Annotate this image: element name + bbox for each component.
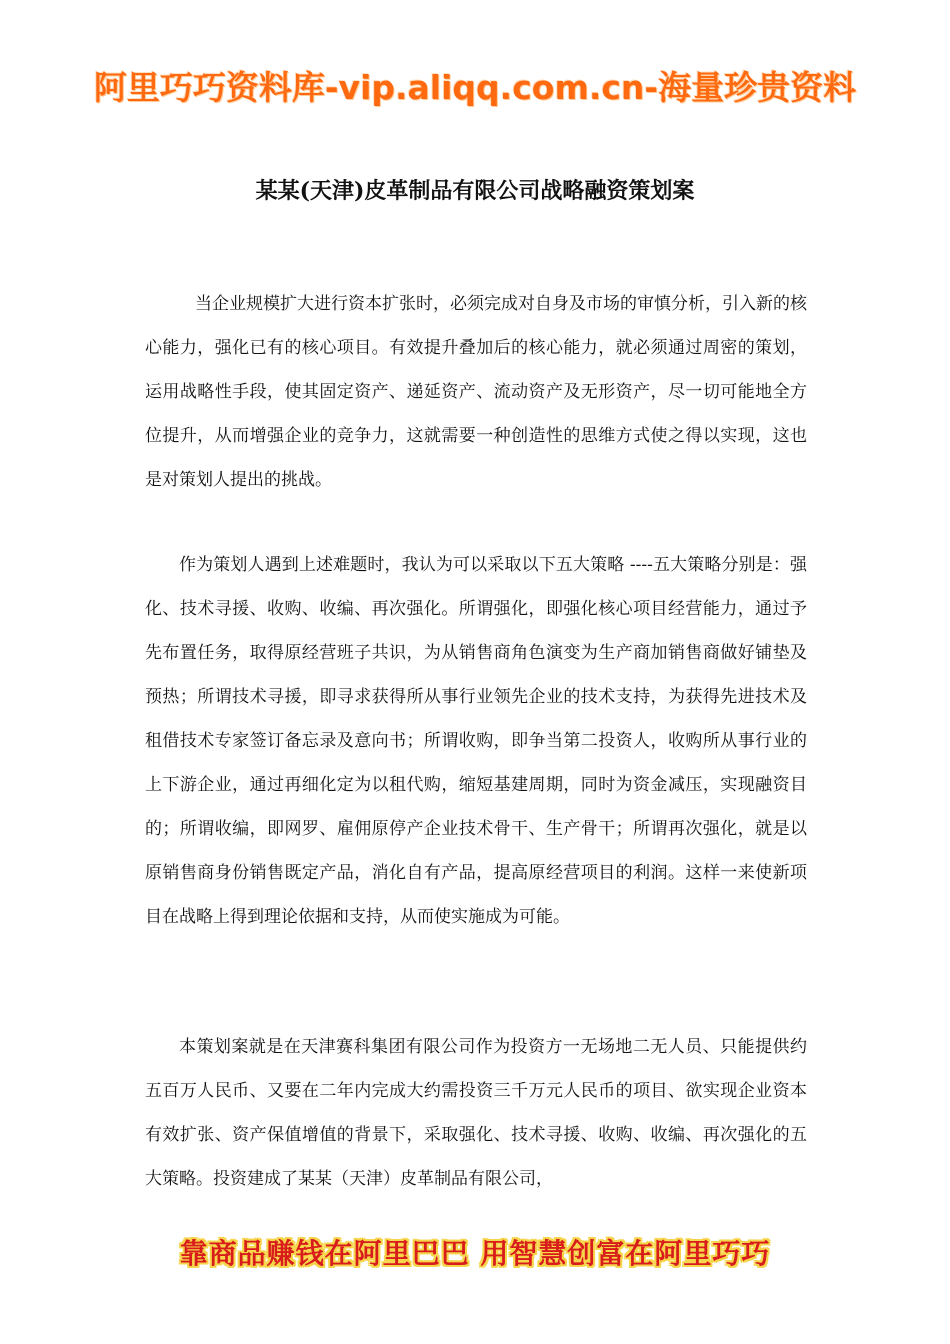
footer-banner: 靠商品赚钱在阿里巴巴 用智慧创富在阿里巧巧 [179,1237,771,1270]
paragraph-3: 本策划案就是在天津赛科集团有限公司作为投资方一无场地二无人员、只能提供约五百万人民币、又要在二年内完成大约需投资三千万元人民币的项目、欲实现企业资本有效扩张、资产保值增值的背景下，采取强化、技术寻援、收购、收编、再次强化的五大策略。投资建成了某某（天津）皮革制品有限公司， [145,1037,807,1189]
paragraph-2: 作为策划人遇到上述难题时，我认为可以采取以下五大策略 ----五大策略分别是：强化、技术寻援、收购、收编、再次强化。所谓强化，即强化核心项目经营能力，通过予先布置任务，取得原经营班子共识，为从销售商角色演变为生产商加销售商做好铺垫及预热；所谓技术寻援，即寻求获得所从事行业领先企业的技术支持，为获得先进技术及租借技术专家签订备忘录及意向书；所谓收购，即争当第二投资人，收购所从事行业的上下游企业，通过再细化定为以租代购，缩短基建周期，同时为资金减压，实现融资目的；所谓收编，即网罗、雇佣原停产企业技术骨干、生产骨干；所谓再次强化，就是以原销售商身份销售既定产品，消化自有产品，提高原经营项目的利润。这样一来使新项目在战略上得到理论依据和支持，从而使实施成为可能。 [145,555,807,927]
document-title: 某某(天津)皮革制品有限公司战略融资策划案 [255,178,695,204]
paragraph-1: 当企业规模扩大进行资本扩张时，必须完成对自身及市场的审慎分析，引入新的核心能力，强化已有的核心项目。有效提升叠加后的核心能力，就必须通过周密的策划，运用战略性手段，使其固定资产、递延资产、流动资产及无形资产，尽一切可能地全方位提升，从而增强企业的竞争力，这就需要一种创造性的思维方式使之得以实现，这也是对策划人提出的挑战。 [145,294,807,490]
header-banner: 阿里巧巧资料库-vip.aliqq.com.cn-海量珍贵资料 [93,68,857,107]
